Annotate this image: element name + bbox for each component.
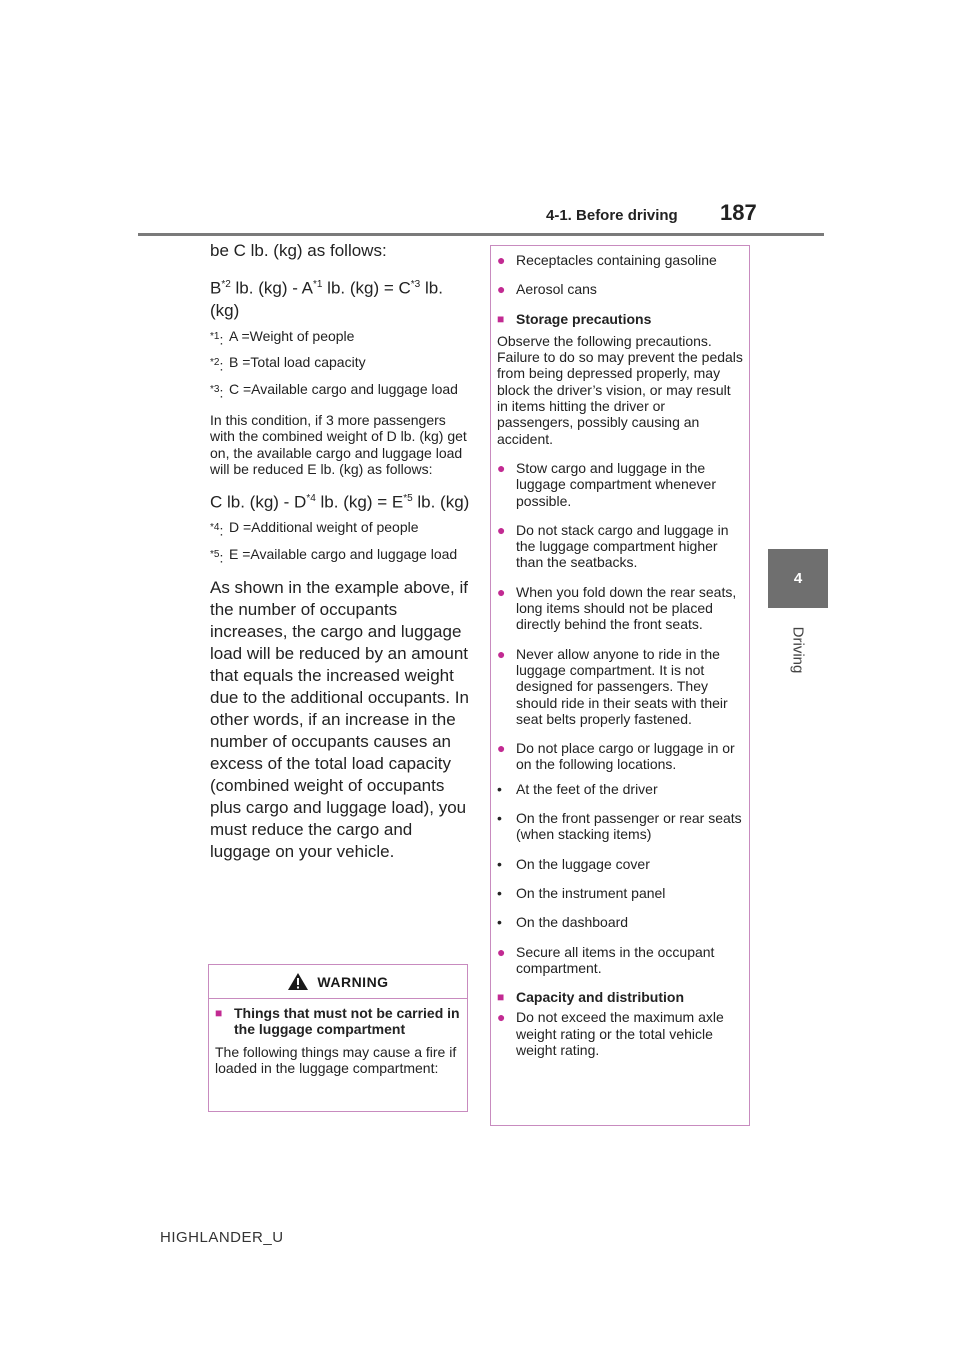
page-number: 187 [720,200,757,225]
list-item: ● Secure all items in the occupant compartment. [497,943,715,976]
warning-section-heading: ■ Things that must not be carried in the luggage compartment [215,1005,460,1038]
warning-box [208,964,468,1112]
list-item: ● Do not place cargo or luggage in or on the following locations. [497,740,735,773]
footer-model: HIGHLANDER_U [160,1229,284,1246]
dot-bullet-icon: ● [497,459,506,476]
warning-text: The following things may cause a fire if loaded in the luggage compartment: [215,1043,457,1076]
dash-bullet-icon: • [497,810,502,827]
list-item: ● When you fold down the rear seats, long items should not be placed directly behind the front seats. [497,583,737,633]
capacity-heading: ■ Capacity and distribution [497,989,685,1006]
dot-bullet-icon: ● [497,521,506,538]
dot-bullet-icon: ● [497,252,506,268]
intro-text: be C lb. (kg) as follows: [210,241,387,260]
footnote: $^{*2}$: B =Total load capacity [210,354,366,374]
chapter-tab: 4 [768,549,828,608]
formula-1: $B^{*2}$ lb. $(kg) - A^{*1}$ lb. $(kg) = C^{*3}$ lb. (kg) [210,278,443,320]
dash-bullet-icon: • [497,914,502,931]
warning-continued-box [490,245,750,1126]
storage-text: Observe the following precautions. [497,332,712,349]
location-item: • On the dashboard [497,914,629,931]
square-bullet-icon: ■ [497,311,505,326]
footnote: $^{*4}$: D =Additional weight of people [210,519,419,539]
footnote: $^{*5}$: E =Available cargo and luggage load [210,545,458,566]
body-paragraph: As shown in the example above, if the number of occupants increases, the cargo and luggage load will be reduced by an amount that equals the increased weight due to the additional occupants. In other words, if an increase in the number of occupants causes an excess of the total load capacity (combined weight of occupants plus cargo and luggage load), you must reduce the cargo and luggage on your vehicle. [210,577,469,861]
location-item: • On the luggage cover [497,855,650,872]
list-item: ● Stow cargo and luggage in the luggage compartment whenever possible. [497,459,717,509]
warning-header [209,965,467,999]
dot-bullet-icon: ● [497,740,506,757]
warning-title: WARNING [317,973,389,990]
left-column [210,240,472,863]
list-item: ● Do not stack cargo and luggage in the luggage compartment higher than the seatbacks. [497,521,729,571]
list-item: ● Do not exceed the maximum axle weight rating or the total vehicle weight rating. [497,1009,724,1058]
warning-triangle-icon [287,972,309,991]
header-divider [138,233,824,236]
dot-bullet-icon: ● [497,645,506,662]
list-item: ● Never allow anyone to ride in the luggage compartment. It is not designed for passengers. They should ride in their seats with their seat belts properly fastened. [497,645,728,727]
square-bullet-icon: ■ [497,990,505,1005]
footnote: $^{*3}$: C =Available cargo and luggage load [210,380,458,401]
formula-2: C lb. $(kg) - D^{*4}$ lb. $(kg) = E^{*5}$ lb. (kg) [210,492,470,512]
square-bullet-icon: ■ [215,1006,223,1020]
list-item: ● Aerosol cans [497,281,597,298]
footnote: $^{*1}$: A =Weight of people [210,327,355,348]
location-item: • On the front passenger or rear seats (when stacking items) [497,810,742,843]
location-item: • On the instrument panel [497,884,666,901]
dash-bullet-icon: • [497,884,502,901]
dash-bullet-icon: • [497,780,502,797]
storage-heading: ■ Storage precautions [497,310,652,327]
dot-bullet-icon: ● [497,1009,506,1026]
chapter-label: Driving [789,626,807,674]
location-item: • At the feet of the driver [497,780,658,797]
dot-bullet-icon: ● [497,943,506,960]
list-item: ● Receptacles containing gasoline [497,252,717,268]
dash-bullet-icon: • [497,855,502,872]
storage-text: Failure to do so may prevent the pedals from being depressed properly, may block the driver’s vision, or may result in items hitting the driver or passengers, possibly causing an accident. [497,349,743,447]
condition-text: In this condition, if 3 more passengers with the combined weight of D lb. (kg) get on, the available cargo and luggage load will be reduced E lb. (kg) as follows: [210,411,467,478]
section-title: 4-1. Before driving [546,207,678,224]
dot-bullet-icon: ● [497,281,506,298]
dot-bullet-icon: ● [497,583,506,600]
